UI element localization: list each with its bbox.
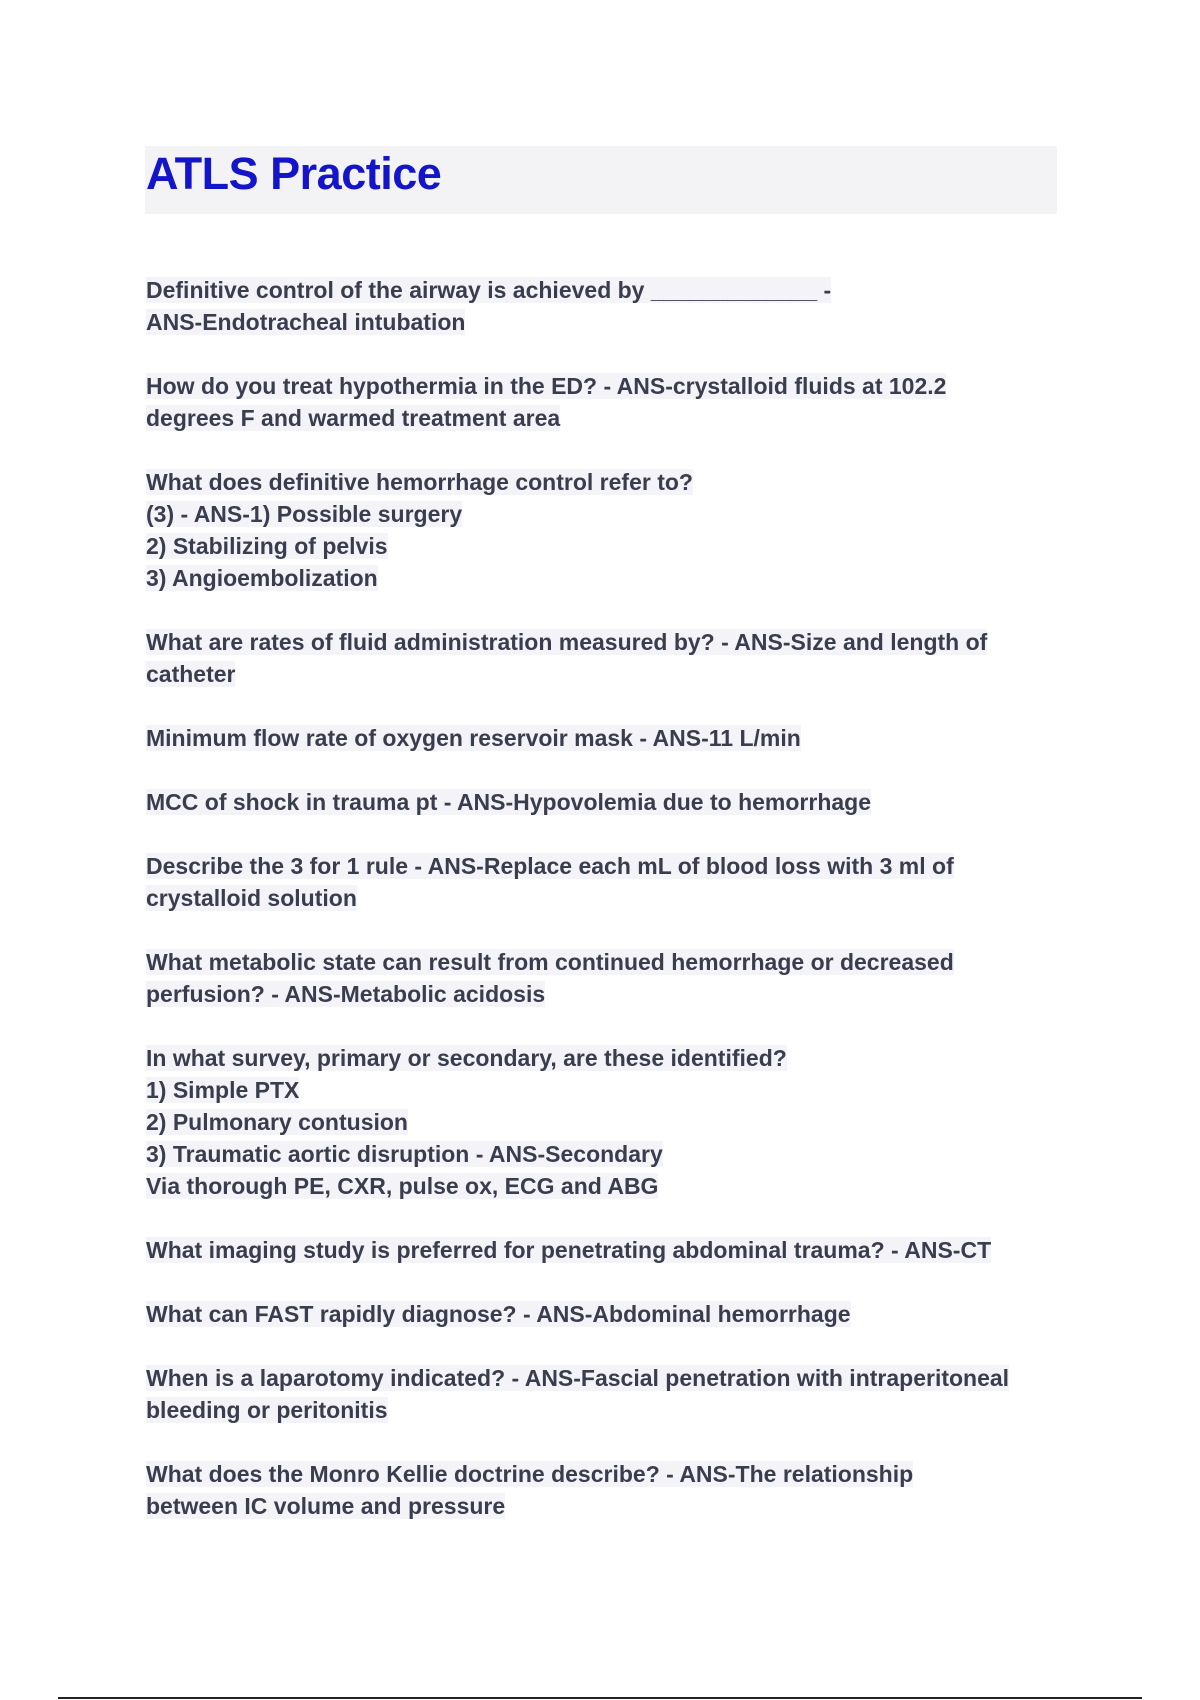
- footer-rule: [58, 1697, 1142, 1699]
- qa-text: Describe the 3 for 1 rule - ANS-Replace each mL of blood loss with 3 ml of crystalloid solution: [146, 853, 954, 911]
- qa-item: [146, 1234, 1066, 1266]
- qa-text: What does the Monro Kellie doctrine describe? - ANS-The relationship between IC volume and pressure: [146, 1461, 914, 1519]
- qa-text: What metabolic state can result from continued hemorrhage or decreased perfusion? - ANS-Metabolic acidosis: [146, 949, 954, 1007]
- qa-text: When is a laparotomy indicated? - ANS-Fascial penetration with intraperitoneal bleeding or peritonitis: [146, 1365, 1010, 1423]
- qa-text: What does definitive hemorrhage control refer to? (3) - ANS-1) Possible surgery 2) Stabilizing of pelvis 3) Angioembolization: [146, 469, 693, 591]
- qa-item: [146, 786, 1066, 818]
- document-title: ATLS Practice: [146, 148, 442, 199]
- qa-item: [146, 1362, 1066, 1426]
- qa-text: What can FAST rapidly diagnose? - ANS-Abdominal hemorrhage: [146, 1301, 851, 1327]
- qa-text: In what survey, primary or secondary, are these identified? 1) Simple PTX 2) Pulmonary contusion 3) Traumatic aortic disruption - ANS-Secondary Via thorough PE, CXR, pulse ox, ECG and ABG: [146, 1045, 787, 1199]
- qa-text: Minimum flow rate of oxygen reservoir mask - ANS-11 L/min: [146, 725, 801, 751]
- qa-item: [146, 1458, 1066, 1522]
- qa-item: [146, 466, 1066, 594]
- qa-item: [146, 1042, 1066, 1202]
- qa-text: How do you treat hypothermia in the ED? - ANS-crystalloid fluids at 102.2 degrees F and warmed treatment area: [146, 373, 947, 431]
- qa-text: MCC of shock in trauma pt - ANS-Hypovolemia due to hemorrhage: [146, 789, 872, 815]
- qa-item: [146, 722, 1066, 754]
- qa-text: Definitive control of the airway is achieved by _____________ - ANS-Endotracheal intubation: [146, 277, 832, 335]
- qa-text: What imaging study is preferred for penetrating abdominal trauma? - ANS-CT: [146, 1237, 992, 1263]
- qa-item: [146, 850, 1066, 914]
- qa-item: [146, 274, 1066, 338]
- qa-item: [146, 946, 1066, 1010]
- qa-item: [146, 370, 1066, 434]
- qa-text: What are rates of fluid administration measured by? - ANS-Size and length of catheter: [146, 629, 988, 687]
- qa-item: [146, 1298, 1066, 1330]
- qa-item: [146, 626, 1066, 690]
- qa-list: [146, 274, 1066, 1554]
